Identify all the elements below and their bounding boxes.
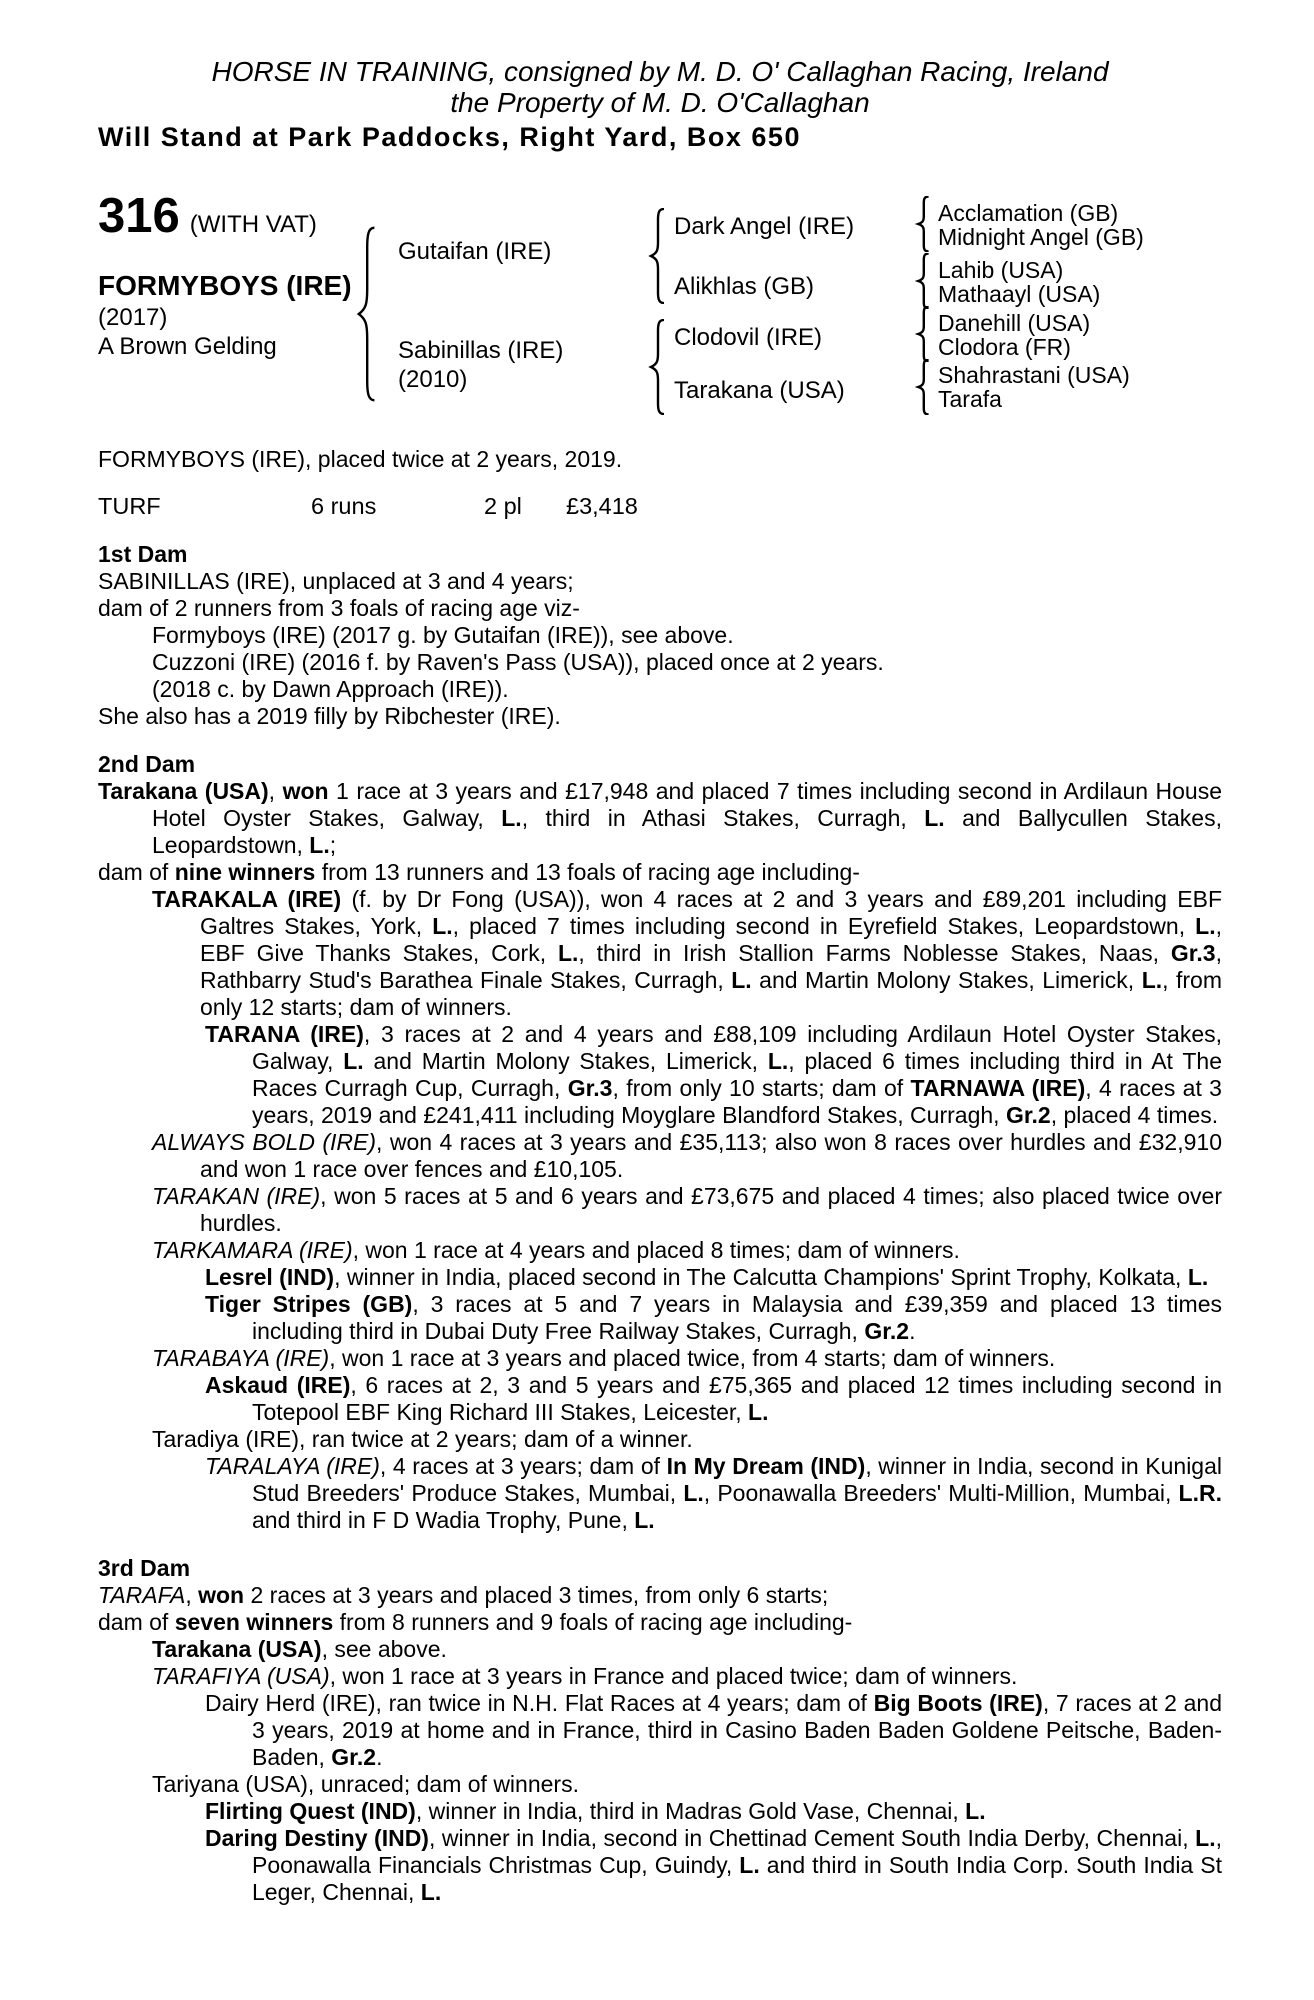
pedigree-text-paragraph: dam of 2 runners from 3 foals of racing age viz- [98,595,580,621]
pedigree-gen3-entry: Danehill (USA) [938,310,1091,336]
runs-count: 6 runs [311,493,377,519]
pedigree-brace [354,226,378,402]
earnings-amount: £3,418 [566,493,638,519]
horse-description: A Brown Gelding [98,333,277,360]
pedigree-brace [647,208,667,304]
pedigree-gen2-entry: Tarakana (USA) [674,377,845,404]
pedigree-gen3-entry: Midnight Angel (GB) [938,224,1144,250]
pedigree-text-paragraph: dam of seven winners from 8 runners and 9 foals of racing age including- [98,1609,853,1635]
dam-section-title: 1st Dam [98,541,188,567]
pedigree-text-paragraph: TARAKALA (IRE) (f. by Dr Fong (USA)), won 4 races at 2 and 3 years and £89,201 including EBF Galtres Stakes, York, L., placed 7 times including second in Eyrefield Stakes, Leopardstown, L., EBF Give Thanks Stakes, Cork, L., third in Irish Stallion Farms Noblesse Stakes, Naas, Gr.3, Rathbarry Stud's Barathea Finale Stakes, Curragh, L. and Martin Molony Stakes, Limerick, L., from only 12 starts; dam of winners. [152,886,1223,1020]
pedigree-brace [915,196,931,252]
pedigree-text-paragraph: Daring Destiny (IND), winner in India, second in Chettinad Cement South India Derby, Chennai, L., Poonawalla Financials Christmas Cup, Guindy, L. and third in South India Corp. South India St Leger, Chennai, L. [205,1825,1222,1905]
lot-header [98,189,317,243]
pedigree-text-paragraph: Tarakana (USA), see above. [152,1636,447,1662]
dam-section [98,751,1222,1534]
pedigree-text-paragraph: Tiger Stripes (GB), 3 races at 5 and 7 years in Malaysia and £39,359 and placed 13 times including third in Dubai Duty Free Railway Stakes, Curragh, Gr.2. [205,1291,1222,1344]
lot-number: 316 [98,189,180,243]
pedigree-brace [915,253,931,309]
pedigree-text-paragraph: Dairy Herd (IRE), ran twice in N.H. Flat Races at 4 years; dam of Big Boots (IRE), 7 races at 2 and 3 years, 2019 at home and in France, third in Casino Baden Baden Goldene Peitsche, Baden-Baden, Gr.2. [205,1690,1222,1770]
race-record-row [98,493,1222,520]
dam-name: Sabinillas (IRE) [398,337,564,364]
stabling-line: Will Stand at Park Paddocks, Right Yard, Box 650 [98,122,801,152]
dam-section-title: 2nd Dam [98,751,196,777]
pedigree-brace [915,306,931,362]
dam-sections [98,541,1222,1906]
pedigree-gen3-entry: Lahib (USA) [938,257,1064,283]
vat-note: (WITH VAT) [189,211,317,238]
pedigree-text-paragraph: TARKAMARA (IRE), won 1 race at 4 years and placed 8 times; dam of winners. [152,1237,960,1263]
horse-foaling-year: (2017) [98,304,168,331]
pedigree-text-paragraph: TARAKAN (IRE), won 5 races at 5 and 6 years and £73,675 and placed 4 times; also placed twice over hurdles. [152,1183,1222,1236]
pedigree-text-paragraph: dam of nine winners from 13 runners and 13 foals of racing age including- [98,859,860,885]
pedigree-gen3-entry: Clodora (FR) [938,334,1071,360]
pedigree-gen3-entry: Shahrastani (USA) [938,362,1130,388]
pedigree-text-paragraph: TARAFA, won 2 races at 3 years and placed 3 times, from only 6 starts; [98,1582,829,1608]
surface-label: TURF [98,493,161,519]
dam-section [98,1555,1222,1906]
pedigree-text-paragraph: Formyboys (IRE) (2017 g. by Gutaifan (IRE)), see above. [152,622,734,648]
pedigree-gen3-entry: Acclamation (GB) [938,200,1119,226]
pedigree-text-paragraph: Taradiya (IRE), ran twice at 2 years; dam of a winner. [152,1426,693,1452]
pedigree-text-paragraph: Flirting Quest (IND), winner in India, third in Madras Gold Vase, Chennai, L. [205,1798,986,1824]
pedigree-text-paragraph: (2018 c. by Dawn Approach (IRE)). [152,676,509,702]
pedigree-brace [647,319,667,415]
horse-name: FORMYBOYS (IRE) [98,270,352,301]
sire-name: Gutaifan (IRE) [398,238,552,265]
race-record-summary: FORMYBOYS (IRE), placed twice at 2 years, 2019. [98,446,623,472]
pedigree-text-paragraph: SABINILLAS (IRE), unplaced at 3 and 4 years; [98,568,574,594]
pedigree-text-paragraph: Lesrel (IND), winner in India, placed second in The Calcutta Champions' Sprint Trophy, Kolkata, L. [205,1264,1209,1290]
pedigree-text-paragraph: TARAFIYA (USA), won 1 race at 3 years in France and placed twice; dam of winners. [152,1663,1018,1689]
dam-section [98,541,1222,730]
pedigree-gen3-entry: Mathaayl (USA) [938,281,1101,307]
consignor-line: HORSE IN TRAINING, consigned by M. D. O' Callaghan Racing, Ireland [211,56,1109,87]
dam-section-title: 3rd Dam [98,1555,191,1581]
pedigree-gen2-entry: Alikhlas (GB) [674,273,815,300]
pedigree-text-paragraph: TARANA (IRE), 3 races at 2 and 4 years and £88,109 including Ardilaun Hotel Oyster Stakes, Galway, L. and Martin Molony Stakes, Limerick, L., placed 6 times including third in At The Races Curragh Cup, Curragh, Gr.3, from only 10 starts; dam of TARNAWA (IRE), 4 races at 3 years, 2019 and £241,411 including Moyglare Blandford Stakes, Curragh, Gr.2, placed 4 times. [205,1021,1223,1128]
pedigree-text-paragraph: Cuzzoni (IRE) (2016 f. by Raven's Pass (USA)), placed once at 2 years. [152,649,884,675]
pedigree-gen3-entry: Tarafa [938,386,1002,412]
dam-year: (2010) [398,366,468,393]
pedigree-text-paragraph: Tariyana (USA), unraced; dam of winners. [152,1771,579,1797]
pedigree-text-paragraph: TARALAYA (IRE), 4 races at 3 years; dam of In My Dream (IND), winner in India, second in Kunigal Stud Breeders' Produce Stakes, Mumbai, L., Poonawalla Breeders' Multi-Million, Mumbai, L.R. and third in F D Wadia Trophy, Pune, L. [205,1453,1222,1533]
owner-line: the Property of M. D. O'Callaghan [450,87,870,118]
dam-block [398,336,563,394]
placings-count: 2 pl [484,493,522,519]
pedigree-table [98,184,1222,432]
pedigree-text-paragraph: TARABAYA (IRE), won 1 race at 3 years and placed twice, from 4 starts; dam of winners. [152,1345,1056,1371]
pedigree-text-paragraph: Tarakana (USA), won 1 race at 3 years and £17,948 and placed 7 times including second in Ardilaun House Hotel Oyster Stakes, Galway, L., third in Athasi Stakes, Curragh, L. and Ballycullen Stakes, Leopardstown, L.; [98,778,1222,858]
pedigree-brace [915,359,931,415]
pedigree-gen2-entry: Clodovil (IRE) [674,324,823,351]
pedigree-gen2-entry: Dark Angel (IRE) [674,213,855,240]
pedigree-text-paragraph: ALWAYS BOLD (IRE), won 4 races at 3 years and £35,113; also won 8 races over hurdles and £32,910 and won 1 race over fences and £10,105. [152,1129,1222,1182]
pedigree-text-paragraph: Askaud (IRE), 6 races at 2, 3 and 5 years and £75,365 and placed 12 times including second in Totepool EBF King Richard III Stakes, Leicester, L. [205,1372,1223,1425]
pedigree-text-paragraph: She also has a 2019 filly by Ribchester (IRE). [98,703,561,729]
